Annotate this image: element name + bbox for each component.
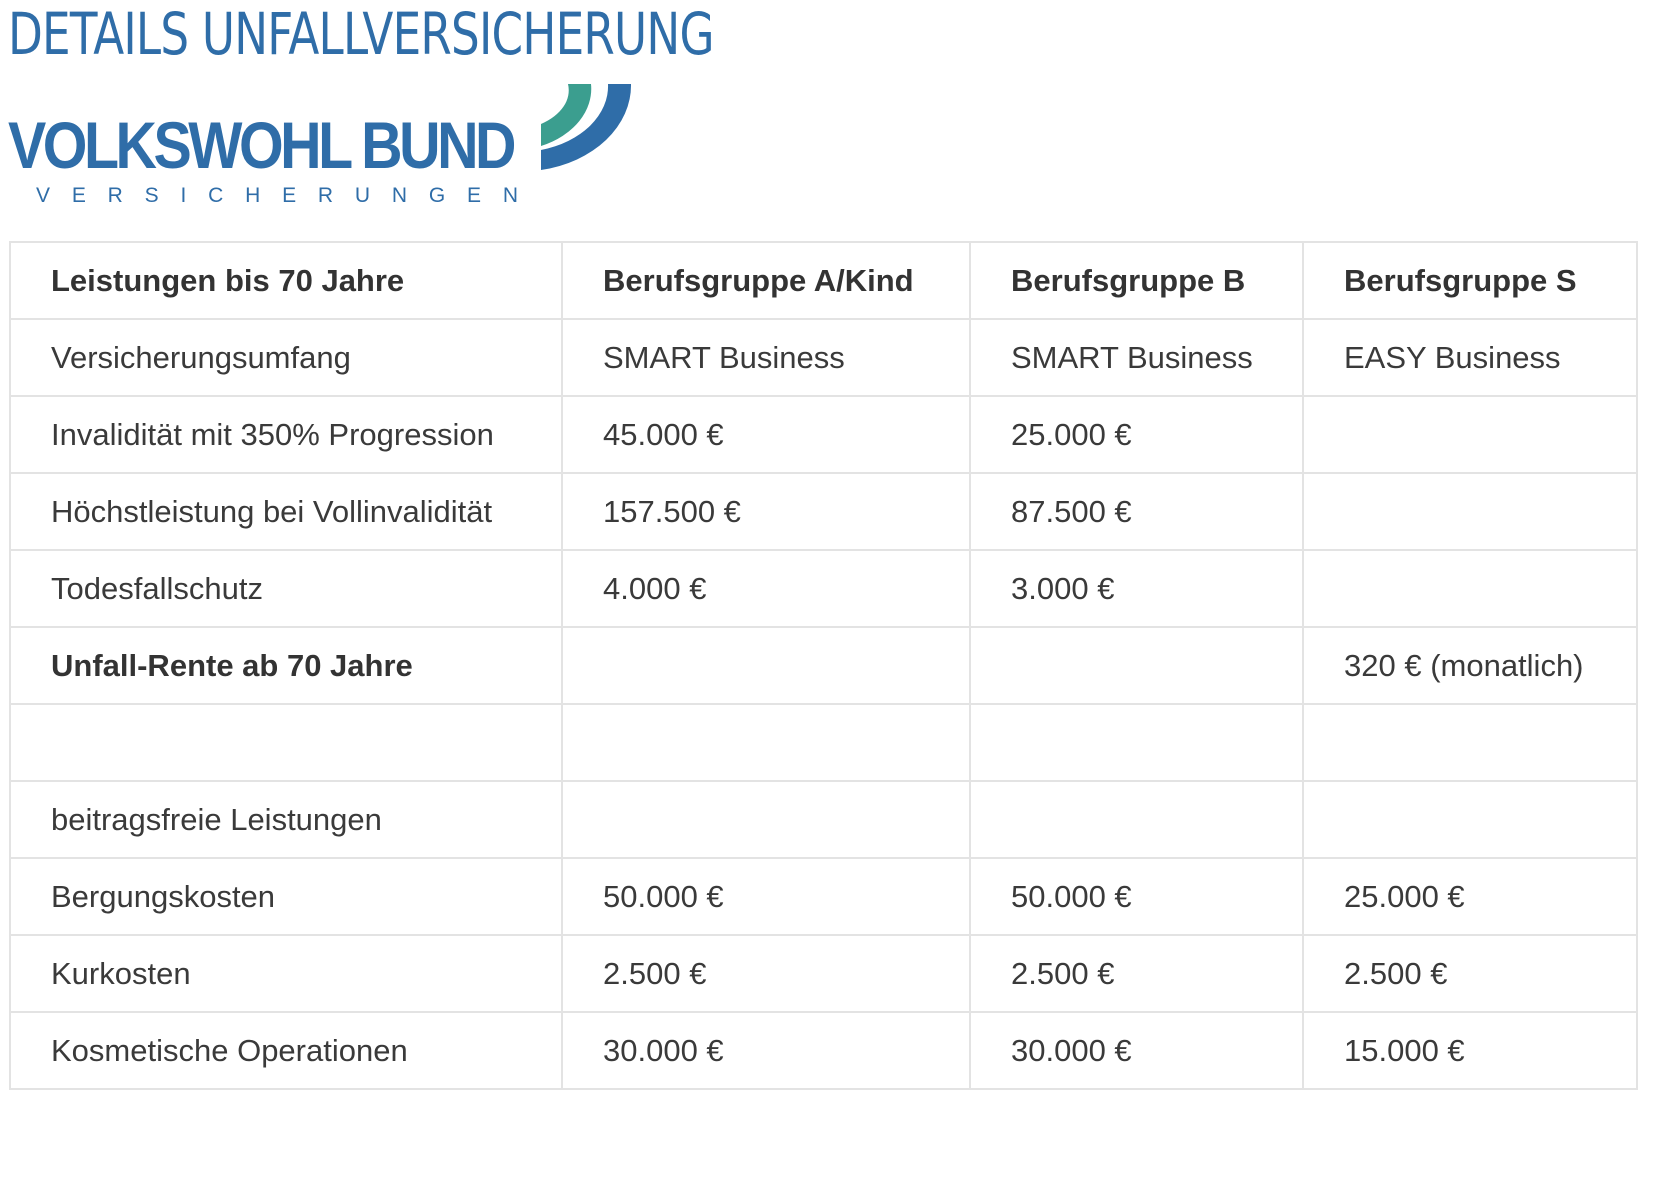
- logo-subtitle: VERSICHERUNGEN: [36, 184, 518, 206]
- header-cell-gruppe-s: Berufsgruppe S: [1303, 242, 1637, 319]
- table-cell: 320 € (monatlich): [1303, 627, 1637, 704]
- table-cell: 25.000 €: [1303, 858, 1637, 935]
- table-cell: 50.000 €: [970, 858, 1303, 935]
- header-cell-gruppe-a: Berufsgruppe A/Kind: [562, 242, 970, 319]
- table-row: [10, 858, 1637, 935]
- benefits-table-wrapper: [9, 241, 1638, 1090]
- logo-wordmark: VOLKSWOHL BUND: [8, 108, 515, 182]
- table-row: [10, 550, 1637, 627]
- table-cell: 87.500 €: [970, 473, 1303, 550]
- table-cell: [562, 704, 970, 781]
- table-cell: [1303, 550, 1637, 627]
- table-row: [10, 935, 1637, 1012]
- table-row: [10, 396, 1637, 473]
- header-cell-gruppe-b: Berufsgruppe B: [970, 242, 1303, 319]
- table-cell: 157.500 €: [562, 473, 970, 550]
- row-label: Invalidität mit 350% Progression: [10, 396, 562, 473]
- row-label: Kosmetische Operationen: [10, 1012, 562, 1089]
- table-cell: SMART Business: [970, 319, 1303, 396]
- table-row: [10, 781, 1637, 858]
- table-cell: 25.000 €: [970, 396, 1303, 473]
- table-cell: [970, 781, 1303, 858]
- row-label: Todesfallschutz: [10, 550, 562, 627]
- table-cell: [1303, 781, 1637, 858]
- row-label: Kurkosten: [10, 935, 562, 1012]
- table-cell: [970, 704, 1303, 781]
- table-cell: [562, 627, 970, 704]
- row-label: Unfall-Rente ab 70 Jahre: [10, 627, 562, 704]
- table-cell: 2.500 €: [1303, 935, 1637, 1012]
- table-cell: EASY Business: [1303, 319, 1637, 396]
- table-cell: [562, 781, 970, 858]
- row-label: beitragsfreie Leistungen: [10, 781, 562, 858]
- table-cell: [970, 627, 1303, 704]
- volkswohl-bund-logo: [8, 84, 648, 206]
- row-label: [10, 704, 562, 781]
- table-row: [10, 627, 1637, 704]
- table-row: [10, 1012, 1637, 1089]
- table-cell: [1303, 473, 1637, 550]
- table-cell: 50.000 €: [562, 858, 970, 935]
- table-cell: 30.000 €: [562, 1012, 970, 1089]
- table-cell: 2.500 €: [970, 935, 1303, 1012]
- row-label: Versicherungsumfang: [10, 319, 562, 396]
- table-cell: 2.500 €: [562, 935, 970, 1012]
- table-cell: 4.000 €: [562, 550, 970, 627]
- table-header-row: [10, 242, 1637, 319]
- table-cell: 15.000 €: [1303, 1012, 1637, 1089]
- table-row: [10, 319, 1637, 396]
- table-cell: [1303, 704, 1637, 781]
- row-label: Höchstleistung bei Vollinvalidität: [10, 473, 562, 550]
- table-row: [10, 473, 1637, 550]
- table-cell: 3.000 €: [970, 550, 1303, 627]
- table-cell: 45.000 €: [562, 396, 970, 473]
- table-cell: 30.000 €: [970, 1012, 1303, 1089]
- table-row: [10, 704, 1637, 781]
- table-cell: [1303, 396, 1637, 473]
- header-cell-leistungen: Leistungen bis 70 Jahre: [10, 242, 562, 319]
- row-label: Bergungskosten: [10, 858, 562, 935]
- table-cell: SMART Business: [562, 319, 970, 396]
- benefits-table: [9, 241, 1638, 1090]
- page-title: DETAILS UNFALLVERSICHERUNG: [8, 0, 714, 68]
